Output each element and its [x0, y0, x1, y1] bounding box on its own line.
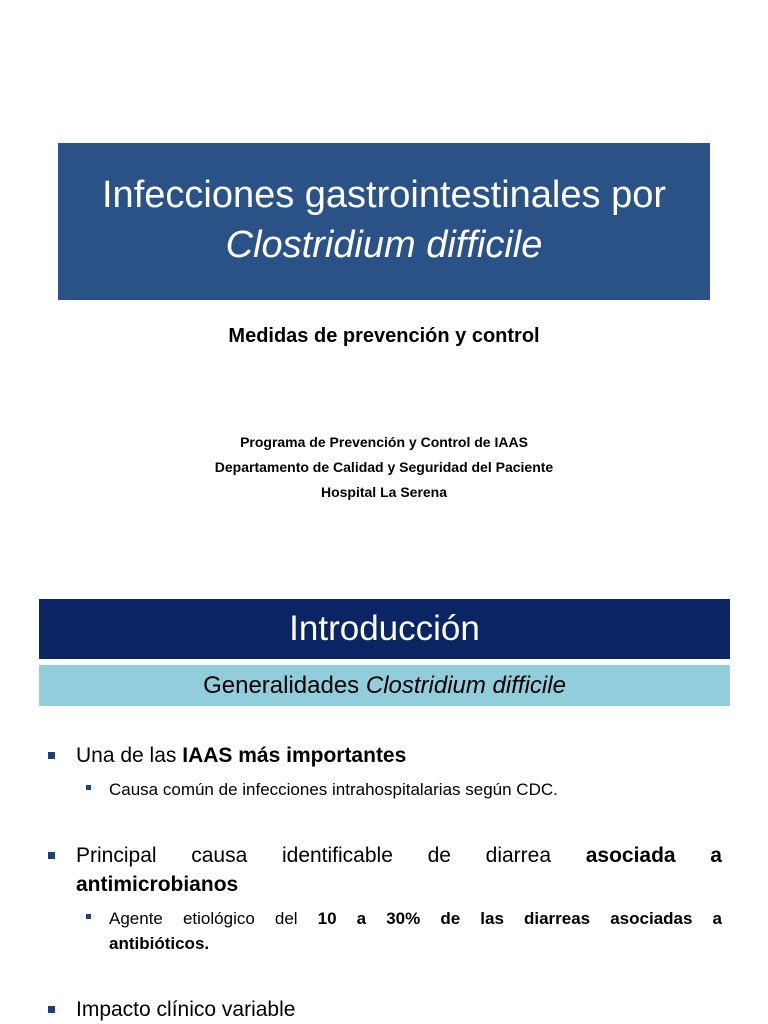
bullet-item-1: [48, 741, 722, 770]
sub-bullet-1-text: Causa común de infecciones intrahospitalarias según CDC.: [109, 780, 558, 799]
square-bullet-icon: [48, 752, 55, 759]
square-bullet-icon: [48, 1006, 55, 1013]
sub-bullet-item-1: [86, 777, 722, 802]
sub-bullet-2-bold-b: antibióticos.: [109, 934, 210, 953]
credit-department: Departamento de Calidad y Seguridad del Paciente: [214, 459, 554, 475]
bullet-2-bold-a: asociada a: [585, 844, 722, 867]
credits-block: [0, 430, 768, 505]
bullet-2-text: Principal causa identificable de diarrea: [76, 844, 586, 867]
credit-program: Programa de Prevención y Control de IAAS: [240, 434, 528, 450]
bullet-item-2: [48, 841, 722, 899]
bullet-2-bold-b: antimicrobianos: [76, 873, 239, 896]
square-bullet-icon: [86, 785, 91, 790]
sub-bullet-2-text: Agente etiológico del: [109, 909, 318, 928]
section-subheading: [39, 665, 730, 706]
sub-bullet-item-2: [86, 906, 722, 956]
title-line-1: Infecciones gastrointestinales por: [102, 174, 666, 216]
bullet-1-text: Una de las: [76, 744, 183, 767]
section-heading: Introducción: [39, 599, 730, 659]
subheading-italic: Clostridium difficile: [365, 672, 566, 699]
bullet-item-3: [48, 995, 722, 1024]
subtitle: Medidas de prevención y control: [228, 325, 540, 347]
bullet-1-bold: IAAS más importantes: [182, 744, 407, 767]
title-line-2: Clostridium difficile: [225, 224, 543, 266]
bullet-3-text: Impacto clínico variable: [76, 998, 296, 1021]
sub-bullet-2-bold-a: 10 a 30% de las diarreas asociadas a: [317, 909, 722, 928]
title-banner: [58, 143, 710, 300]
subheading-plain: Generalidades: [203, 672, 366, 699]
square-bullet-icon: [86, 914, 91, 919]
credit-hospital: Hospital La Serena: [320, 484, 448, 500]
square-bullet-icon: [48, 852, 55, 859]
